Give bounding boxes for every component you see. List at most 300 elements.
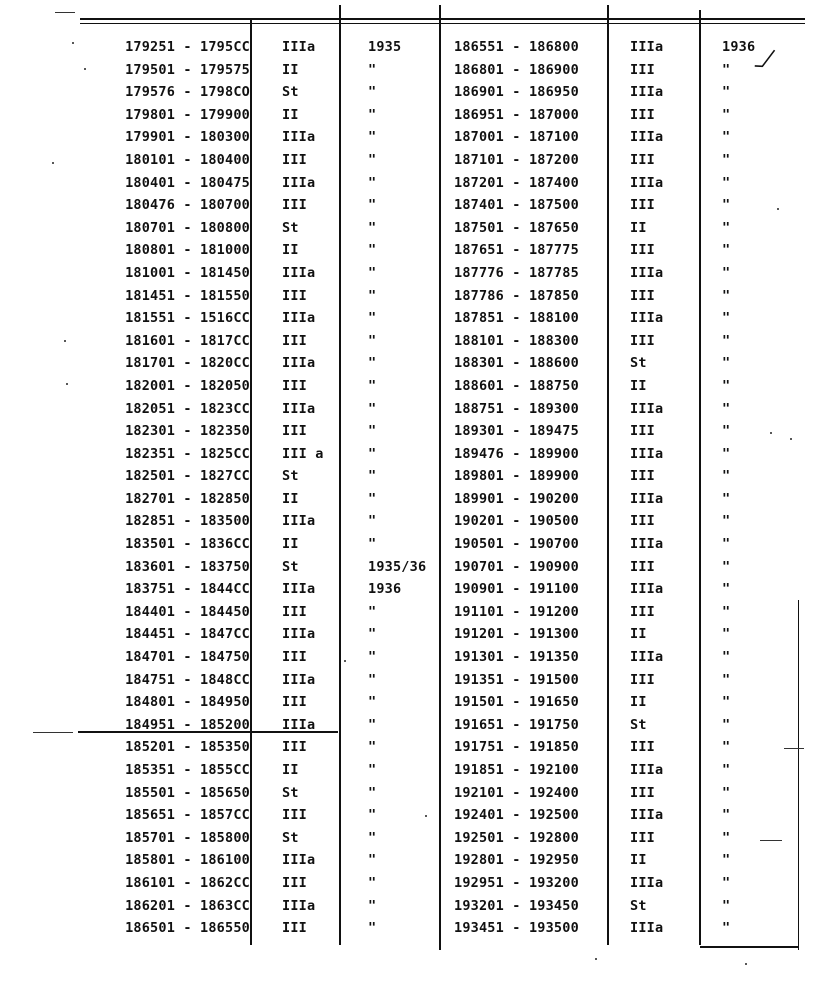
model-type: IIIa	[630, 920, 664, 937]
serial-range: 187501 - 187650	[454, 219, 579, 236]
year: "	[722, 310, 731, 327]
table-row	[440, 510, 813, 533]
table-row	[440, 623, 813, 646]
table-row	[0, 126, 440, 149]
serial-range: 182701 - 182850	[125, 490, 250, 507]
right-serial-table	[440, 36, 813, 940]
table-row	[440, 239, 813, 262]
scan-mark	[33, 732, 73, 733]
model-type: St	[630, 355, 647, 372]
model-type: III	[630, 784, 655, 801]
model-type: IIIa	[630, 807, 664, 824]
table-row	[0, 443, 440, 466]
table-row	[440, 262, 813, 285]
serial-range: 179901 - 180300	[125, 129, 250, 146]
model-type: III	[282, 739, 307, 756]
table-row	[0, 691, 440, 714]
model-type: St	[282, 829, 299, 846]
model-type: II	[282, 242, 299, 259]
model-type: III	[282, 874, 307, 891]
table-row	[0, 714, 440, 737]
model-type: IIIa	[630, 310, 664, 327]
year: "	[722, 423, 731, 440]
model-type: IIIa	[282, 897, 316, 914]
table-row	[0, 872, 440, 895]
model-type: III	[630, 423, 655, 440]
model-type: IIIa	[630, 536, 664, 553]
year: "	[368, 332, 377, 349]
serial-range: 186551 - 186800	[454, 39, 579, 55]
year: "	[722, 739, 731, 756]
year: "	[368, 355, 377, 372]
year: "	[368, 129, 377, 146]
table-row	[0, 917, 440, 940]
year: "	[368, 649, 377, 666]
serial-range: 186901 - 186950	[454, 84, 579, 101]
scan-speck	[790, 438, 792, 440]
model-type: St	[282, 219, 299, 236]
year: "	[368, 874, 377, 891]
bottom-rule	[700, 946, 798, 948]
serial-range: 191201 - 191300	[454, 626, 579, 643]
serial-range: 186201 - 1863CC	[125, 897, 250, 914]
model-type: III	[282, 649, 307, 666]
serial-range: 192801 - 192950	[454, 852, 579, 869]
year: "	[368, 829, 377, 846]
year: "	[722, 716, 731, 733]
year: "	[368, 106, 377, 123]
serial-range: 179576 - 1798CO	[125, 84, 250, 101]
year: "	[722, 603, 731, 620]
model-type: III	[630, 151, 655, 168]
year: "	[368, 242, 377, 259]
model-type: III	[630, 242, 655, 259]
year: "	[368, 310, 377, 327]
year: "	[368, 897, 377, 914]
year: "	[722, 332, 731, 349]
serial-range: 189801 - 189900	[454, 468, 579, 485]
year: "	[368, 197, 377, 214]
year: "	[722, 784, 731, 801]
year: "	[722, 264, 731, 281]
table-row	[440, 194, 813, 217]
serial-range: 193201 - 193450	[454, 897, 579, 914]
model-type: St	[630, 897, 647, 914]
serial-range: 190201 - 190500	[454, 513, 579, 530]
model-type: St	[282, 558, 299, 575]
year: "	[368, 739, 377, 756]
table-row	[0, 285, 440, 308]
model-type: II	[630, 852, 647, 869]
model-type: II	[630, 694, 647, 711]
serial-range: 183601 - 183750	[125, 558, 250, 575]
table-row	[440, 465, 813, 488]
serial-range: 187851 - 188100	[454, 310, 579, 327]
table-row	[0, 352, 440, 375]
serial-range: 192101 - 192400	[454, 784, 579, 801]
table-row	[0, 623, 440, 646]
serial-range: 181601 - 1817CC	[125, 332, 250, 349]
model-type: IIIa	[282, 626, 316, 643]
serial-range: 184951 - 185200	[125, 716, 250, 733]
year: "	[722, 445, 731, 462]
year: "	[368, 603, 377, 620]
model-type: III	[630, 197, 655, 214]
model-type: II	[282, 61, 299, 78]
serial-range: 190701 - 190900	[454, 558, 579, 575]
year: "	[368, 762, 377, 778]
table-row	[440, 578, 813, 601]
table-row	[440, 872, 813, 895]
model-type: IIIa	[282, 716, 316, 733]
serial-range: 187001 - 187100	[454, 129, 579, 146]
table-row	[440, 352, 813, 375]
year: "	[368, 84, 377, 101]
header-rule	[80, 18, 805, 20]
table-row	[440, 285, 813, 308]
serial-range: 179501 - 179575	[125, 61, 250, 78]
scan-speck	[770, 432, 772, 434]
year: "	[722, 852, 731, 869]
model-type: II	[282, 762, 299, 778]
serial-range: 188751 - 189300	[454, 400, 579, 417]
serial-range: 191851 - 192100	[454, 762, 579, 778]
serial-range: 191101 - 191200	[454, 603, 579, 620]
model-type: III	[630, 513, 655, 530]
serial-range: 182051 - 1823CC	[125, 400, 250, 417]
table-row	[440, 736, 813, 759]
year: "	[368, 513, 377, 530]
year: "	[368, 626, 377, 643]
serial-range: 189301 - 189475	[454, 423, 579, 440]
year: "	[722, 581, 731, 598]
year: "	[722, 920, 731, 937]
model-type: IIIa	[282, 129, 316, 146]
table-row	[440, 782, 813, 805]
year: "	[722, 558, 731, 575]
year: "	[722, 694, 731, 711]
year: "	[368, 423, 377, 440]
serial-range: 181451 - 181550	[125, 287, 250, 304]
table-row	[0, 556, 440, 579]
table-row	[0, 307, 440, 330]
model-type: St	[282, 468, 299, 485]
table-row	[0, 149, 440, 172]
table-row	[440, 420, 813, 443]
year: "	[722, 377, 731, 394]
serial-range: 184751 - 1848CC	[125, 671, 250, 688]
model-type: IIIa	[630, 490, 664, 507]
model-type: IIIa	[630, 762, 664, 778]
table-row	[0, 239, 440, 262]
table-row	[0, 375, 440, 398]
year: "	[722, 671, 731, 688]
serial-range: 188601 - 188750	[454, 377, 579, 394]
model-type: III	[282, 377, 307, 394]
scan-speck	[72, 42, 74, 44]
year: "	[368, 920, 377, 937]
table-row	[0, 488, 440, 511]
scan-mark	[784, 748, 804, 749]
serial-range: 186801 - 186900	[454, 61, 579, 78]
table-row	[0, 104, 440, 127]
year: "	[368, 716, 377, 733]
table-row	[0, 262, 440, 285]
year: "	[368, 377, 377, 394]
table-row	[440, 827, 813, 850]
year: "	[722, 355, 731, 372]
table-row	[440, 398, 813, 421]
model-type: II	[630, 377, 647, 394]
serial-range: 190501 - 190700	[454, 536, 579, 553]
year: "	[722, 829, 731, 846]
serial-range: 191351 - 191500	[454, 671, 579, 688]
year: "	[722, 129, 731, 146]
serial-range: 190901 - 191100	[454, 581, 579, 598]
serial-range: 186501 - 186550	[125, 920, 250, 937]
year: 1935	[368, 39, 402, 55]
header-rule-2	[80, 23, 805, 24]
serial-range: 187201 - 187400	[454, 174, 579, 191]
table-row	[0, 81, 440, 104]
table-row	[440, 126, 813, 149]
model-type: II	[282, 490, 299, 507]
scan-mark	[55, 12, 75, 13]
serial-range: 182501 - 1827CC	[125, 468, 250, 485]
serial-range: 181551 - 1516CC	[125, 310, 250, 327]
year: 1936	[722, 39, 756, 55]
table-row	[0, 827, 440, 850]
table-row	[440, 533, 813, 556]
year: "	[722, 897, 731, 914]
serial-range: 180101 - 180400	[125, 151, 250, 168]
table-row	[440, 556, 813, 579]
left-serial-table	[0, 36, 440, 940]
serial-range: 186951 - 187000	[454, 106, 579, 123]
serial-range: 180476 - 180700	[125, 197, 250, 214]
table-row	[0, 759, 440, 782]
serial-range: 183501 - 1836CC	[125, 536, 250, 553]
model-type: II	[630, 626, 647, 643]
year: "	[722, 626, 731, 643]
table-row	[440, 443, 813, 466]
model-type: II	[282, 106, 299, 123]
serial-range: 181701 - 1820CC	[125, 355, 250, 372]
table-row	[0, 669, 440, 692]
year: "	[368, 264, 377, 281]
scan-speck	[425, 815, 427, 817]
table-row	[440, 488, 813, 511]
serial-range: 192951 - 193200	[454, 874, 579, 891]
serial-range: 191501 - 191650	[454, 694, 579, 711]
table-row	[0, 601, 440, 624]
scan-speck	[745, 963, 747, 965]
serial-range: 185651 - 1857CC	[125, 807, 250, 824]
serial-range: 182851 - 183500	[125, 513, 250, 530]
model-type: IIIa	[282, 310, 316, 327]
table-row	[0, 465, 440, 488]
model-type: II	[282, 536, 299, 553]
serial-range: 187401 - 187500	[454, 197, 579, 214]
model-type: III	[282, 151, 307, 168]
year: "	[722, 874, 731, 891]
model-type: III	[282, 694, 307, 711]
year: "	[722, 242, 731, 259]
table-row	[440, 81, 813, 104]
model-type: IIIa	[630, 400, 664, 417]
scan-speck	[595, 958, 597, 960]
model-type: III	[630, 468, 655, 485]
model-type: St	[282, 84, 299, 101]
year: "	[722, 219, 731, 236]
year: "	[368, 852, 377, 869]
serial-range: 180401 - 180475	[125, 174, 250, 191]
table-row	[0, 330, 440, 353]
serial-range: 183751 - 1844CC	[125, 581, 250, 598]
year: "	[368, 174, 377, 191]
model-type: IIIa	[282, 355, 316, 372]
table-row	[440, 895, 813, 918]
year: "	[722, 84, 731, 101]
model-type: IIIa	[282, 174, 316, 191]
model-type: St	[630, 716, 647, 733]
serial-range: 187776 - 187785	[454, 264, 579, 281]
serial-range: 191751 - 191850	[454, 739, 579, 756]
serial-range: 187651 - 187775	[454, 242, 579, 259]
serial-range: 188101 - 188300	[454, 332, 579, 349]
year: "	[368, 61, 377, 78]
model-type: III	[630, 558, 655, 575]
table-row	[0, 36, 440, 59]
serial-range: 192501 - 192800	[454, 829, 579, 846]
model-type: IIIa	[630, 264, 664, 281]
serial-range: 182001 - 182050	[125, 377, 250, 394]
year: "	[368, 807, 377, 824]
year: "	[368, 151, 377, 168]
serial-range: 184451 - 1847CC	[125, 626, 250, 643]
serial-range: 181001 - 181450	[125, 264, 250, 281]
table-row	[440, 849, 813, 872]
model-type: IIIa	[630, 129, 664, 146]
serial-range: 185701 - 185800	[125, 829, 250, 846]
table-row	[440, 307, 813, 330]
model-type: IIIa	[282, 852, 316, 869]
serial-range: 193451 - 193500	[454, 920, 579, 937]
table-row	[0, 510, 440, 533]
model-type: IIIa	[282, 671, 316, 688]
serial-range: 185351 - 1855CC	[125, 762, 250, 778]
serial-range: 182351 - 1825CC	[125, 445, 250, 462]
year: "	[368, 468, 377, 485]
model-type: IIIa	[282, 581, 316, 598]
serial-range: 180701 - 180800	[125, 219, 250, 236]
model-type: III	[282, 807, 307, 824]
model-type: IIIa	[630, 445, 664, 462]
serial-range: 189901 - 190200	[454, 490, 579, 507]
model-type: III	[630, 287, 655, 304]
table-row	[0, 533, 440, 556]
table-row	[440, 172, 813, 195]
year: 1936	[368, 581, 402, 598]
model-type: IIIa	[630, 174, 664, 191]
year: "	[368, 671, 377, 688]
model-type: III	[630, 603, 655, 620]
model-type: IIIa	[630, 581, 664, 598]
serial-range: 179251 - 1795CC	[125, 39, 250, 55]
year: "	[368, 287, 377, 304]
table-row	[0, 736, 440, 759]
model-type: III	[282, 197, 307, 214]
year: "	[368, 784, 377, 801]
serial-range: 179801 - 179900	[125, 106, 250, 123]
table-row	[440, 669, 813, 692]
model-type: III	[282, 603, 307, 620]
table-row	[440, 804, 813, 827]
model-type: III	[630, 739, 655, 756]
year: "	[722, 106, 731, 123]
scan-speck	[64, 340, 66, 342]
table-row	[0, 398, 440, 421]
serial-range: 184701 - 184750	[125, 649, 250, 666]
serial-range: 187786 - 187850	[454, 287, 579, 304]
table-row	[440, 759, 813, 782]
serial-range: 189476 - 189900	[454, 445, 579, 462]
serial-range: 182301 - 182350	[125, 423, 250, 440]
table-row	[440, 917, 813, 940]
year: "	[722, 151, 731, 168]
model-type: IIIa	[630, 649, 664, 666]
model-type: III	[282, 423, 307, 440]
table-row	[0, 217, 440, 240]
year: "	[722, 536, 731, 553]
model-type: IIIa	[630, 874, 664, 891]
year: "	[368, 445, 377, 462]
serial-range: 191651 - 191750	[454, 716, 579, 733]
year: "	[722, 287, 731, 304]
table-row	[440, 375, 813, 398]
serial-range: 186101 - 1862CC	[125, 874, 250, 891]
model-type: III	[630, 829, 655, 846]
serial-range: 191301 - 191350	[454, 649, 579, 666]
table-row	[0, 804, 440, 827]
scan-speck	[66, 383, 68, 385]
model-type: III	[282, 287, 307, 304]
model-type: IIIa	[630, 84, 664, 101]
model-type: IIIa	[282, 513, 316, 530]
serial-range: 184401 - 184450	[125, 603, 250, 620]
table-row	[0, 578, 440, 601]
table-row	[440, 714, 813, 737]
serial-range: 185801 - 186100	[125, 852, 250, 869]
table-row	[0, 646, 440, 669]
year: "	[722, 174, 731, 191]
table-row	[440, 217, 813, 240]
table-row	[0, 172, 440, 195]
table-row	[440, 330, 813, 353]
year: "	[722, 490, 731, 507]
model-type: II	[630, 219, 647, 236]
scan-speck	[84, 68, 86, 70]
table-row	[440, 149, 813, 172]
serial-range: 180801 - 181000	[125, 242, 250, 259]
year: "	[368, 219, 377, 236]
model-type: IIIa	[282, 400, 316, 417]
scan-mark	[760, 840, 782, 841]
scan-speck	[777, 208, 779, 210]
year: "	[368, 536, 377, 553]
year: "	[722, 400, 731, 417]
year: "	[722, 807, 731, 824]
